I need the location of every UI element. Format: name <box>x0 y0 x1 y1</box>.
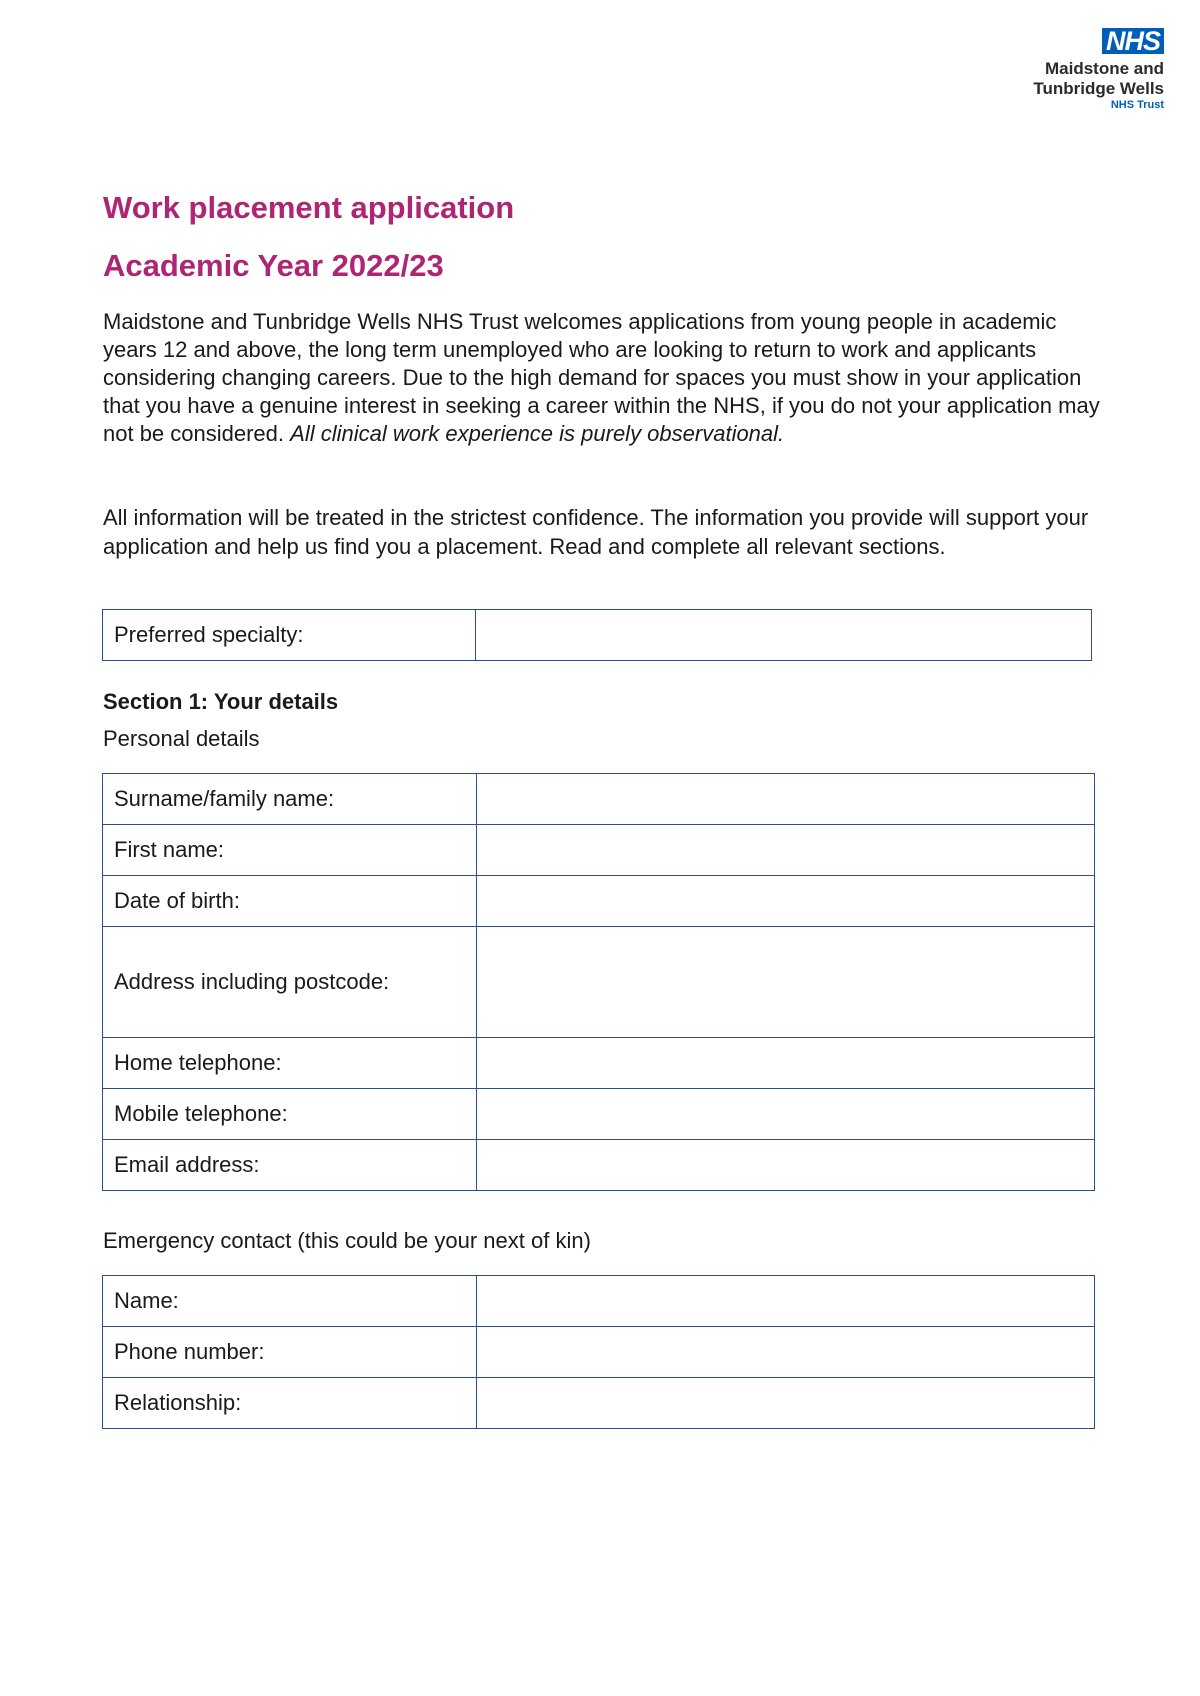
intro-paragraph <box>103 308 1108 448</box>
table-row <box>103 1140 1095 1191</box>
relationship-input[interactable] <box>476 1378 1094 1429</box>
confidentiality-paragraph: All information will be treated in the strictest confidence. The information you provide will support your application and help us find you a placement. Read and complete all relevant sections. <box>103 505 1089 559</box>
table-row <box>103 1327 1095 1378</box>
specialty-input[interactable] <box>475 610 1091 661</box>
first-name-input[interactable] <box>476 825 1094 876</box>
home-telephone-label: Home telephone: <box>103 1038 477 1089</box>
relationship-label: Relationship: <box>103 1378 477 1429</box>
table-row <box>103 927 1095 1038</box>
first-name-label: First name: <box>103 825 477 876</box>
personal-details-title: Personal details <box>103 726 260 751</box>
trust-name-line1: Maidstone and <box>1044 59 1164 78</box>
table-row <box>103 1276 1095 1327</box>
nhs-trust-logo <box>1014 28 1164 111</box>
emergency-phone-label: Phone number: <box>103 1327 477 1378</box>
email-input[interactable] <box>476 1140 1094 1191</box>
emergency-name-label: Name: <box>103 1276 477 1327</box>
address-input[interactable] <box>476 927 1094 1038</box>
section-1-heading: Section 1: Your details <box>103 689 339 714</box>
table-row <box>103 1038 1095 1089</box>
intro-text: Maidstone and Tunbridge Wells NHS Trust welcomes applications from young people in academic years 12 and above, the long term unemployed who are looking to return to work and applicants considering changing careers. Due to the high demand for spaces you must show in your application that you have a genuine interest in seeking a career within the NHS, if you do not your application may not be considered. <box>103 309 1100 446</box>
emergency-phone-input[interactable] <box>476 1327 1094 1378</box>
specialty-label: Preferred specialty: <box>103 610 476 661</box>
emergency-name-input[interactable] <box>476 1276 1094 1327</box>
table-row <box>103 1089 1095 1140</box>
emergency-contact-table <box>102 1275 1095 1429</box>
address-label: Address including postcode: <box>103 927 477 1038</box>
table-row <box>103 774 1095 825</box>
table-row <box>103 1378 1095 1429</box>
trust-name-line2: Tunbridge Wells <box>1033 79 1164 98</box>
personal-details-table <box>102 773 1095 1191</box>
specialty-table <box>102 609 1092 661</box>
page-title: Work placement application <box>103 190 515 225</box>
date-of-birth-label: Date of birth: <box>103 876 477 927</box>
home-telephone-input[interactable] <box>476 1038 1094 1089</box>
surname-input[interactable] <box>476 774 1094 825</box>
trust-label: NHS Trust <box>1110 99 1164 111</box>
nhs-badge: NHS <box>1102 28 1164 54</box>
mobile-telephone-input[interactable] <box>476 1089 1094 1140</box>
table-row <box>103 876 1095 927</box>
intro-italic-note: All clinical work experience is purely observational. <box>290 421 785 446</box>
academic-year-title: Academic Year 2022/23 <box>103 248 444 283</box>
date-of-birth-input[interactable] <box>476 876 1094 927</box>
emergency-contact-title: Emergency contact (this could be your next of kin) <box>103 1228 591 1253</box>
table-row <box>103 825 1095 876</box>
email-label: Email address: <box>103 1140 477 1191</box>
mobile-telephone-label: Mobile telephone: <box>103 1089 477 1140</box>
specialty-row <box>103 610 1092 661</box>
surname-label: Surname/family name: <box>103 774 477 825</box>
trust-name <box>1014 59 1164 99</box>
